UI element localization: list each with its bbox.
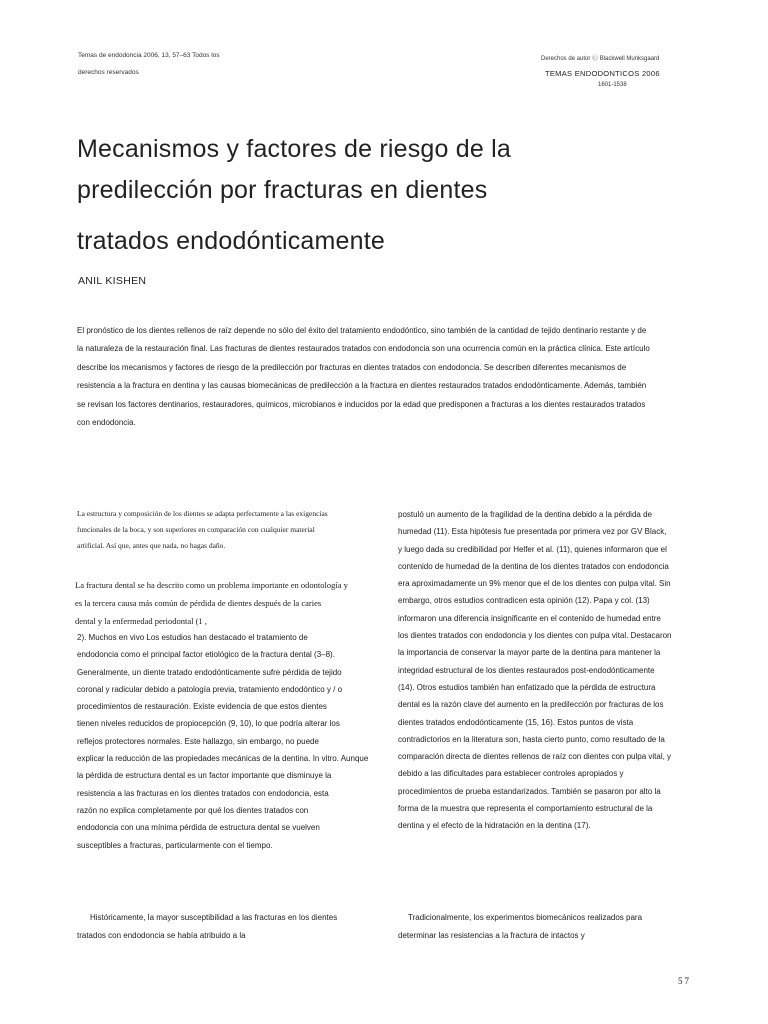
author-name: ANIL KISHEN [78, 275, 147, 287]
body-line: contenido de humedad de la dentina de los dientes tratados con endodoncia [398, 561, 669, 571]
body-line: procedimientos de prueba estandarizados. También se pasaron por alto la [398, 786, 661, 796]
abstract-line: El pronóstico de los dientes rellenos de raíz depende no sólo del éxito del tratamiento endodóntico, sino también de la cantidad de tejido dentinario restante y de [77, 326, 647, 335]
body-line: la importancia de conservar la mayor parte de la dentina para mantener la [398, 648, 661, 658]
body-line: coronal y radicular debido a patología previa, tratamiento endodóntico y / o [77, 684, 343, 694]
body-line: dentina y el efecto de la hidratación en la dentina (17). [398, 821, 591, 831]
body-line: razón no explica completamente por qué los dientes tratados con [77, 805, 309, 815]
quote-line: funcionales de la boca, y son superiores en comparación con cualquier material [77, 525, 315, 534]
body-line: susceptibles a fracturas, particularmente con el tiempo. [77, 840, 273, 850]
abstract-line: describe los mecanismos y factores de riesgo de la predilección por fracturas en dientes tratados con endodoncia. Se describen diferentes mecanismos de [77, 362, 627, 372]
abstract-line: se revisan los factores dentinarios, restauradores, químicos, microbianos e inducidos por la edad que predisponen a fracturas a los dientes restaurados tratados [77, 399, 646, 409]
body-line: debido a las dificultades para establecer controles apropiados y [398, 769, 624, 779]
body-line: reflejos protectores normales. Este hallazgo, sin embargo, no puede [77, 736, 319, 746]
header-copyright: Derechos de autor Ⓒ Blackwell Munksgaard [541, 56, 660, 62]
body-line: era aproximadamente un 9% menor que el de los dientes con pulpa vital. Sin [398, 579, 671, 589]
intro-serif-lines [75, 576, 348, 630]
body-line: 2). Muchos en vivo Los estudios han destacado el tratamiento de [77, 633, 308, 642]
body-line: endodoncia como el principal factor etiológico de la fractura dental (3–8). [77, 650, 335, 660]
body-line: forma de la muestra que representa el comportamiento estructural de la [398, 804, 653, 814]
body-line: (14). Otros estudios también han enfatizado que la pérdida de estructura [398, 682, 656, 692]
body-line: dental es la razón clave del aumento en la predilección por fracturas de los [398, 700, 664, 710]
abstract-line: con endodoncia. [77, 418, 136, 428]
body-line: procedimientos de restauración. Existe evidencia de que estos dientes [77, 702, 327, 712]
body-line: explicar la reducción de las propiedades mecánicas de la dentina. In vitro. Aunque [77, 754, 369, 764]
body-line: Tradicionalmente, los experimentos biomecánicos realizados para [408, 913, 643, 922]
body-line: Generalmente, un diente tratado endodónticamente sufre pérdida de tejido [77, 667, 342, 677]
body-line: es la tercera causa más común de pérdida de dientes después de la caries [75, 598, 322, 608]
body-line: Históricamente, la mayor susceptibilidad a las fracturas en los dientes [90, 913, 338, 922]
body-line: resistencia a las fracturas en los dientes tratados con endodoncia, esta [77, 788, 329, 798]
body-line: postuló un aumento de la fragilidad de la dentina debido a la pérdida de [398, 510, 652, 519]
abstract [77, 322, 697, 432]
header-issn: 1601-1538 [598, 82, 627, 88]
body-line: informaron una diferencia insignificante en el contenido de humedad entre [398, 613, 661, 623]
epigraph-quote [77, 506, 328, 554]
header-left-line1: Temas de endodoncia 2006, 13, 57–63 Todos los [78, 52, 220, 59]
body-line: los dientes tratados con endodoncia y los dientes con pulpa vital. Destacaron [398, 631, 672, 641]
article-title-line-1: Mecanismos y factores de riesgo de la [77, 135, 511, 163]
header-journal-name: TEMAS ENDODONTICOS 2006 [545, 69, 660, 78]
body-line: embargo, otros estudios contradicen esta opinión (12). Papa y col. (13) [398, 596, 650, 606]
bottom-right-paragraph [408, 909, 642, 927]
body-line: dientes tratados endodónticamente (15, 16). Estos puntos de vista [398, 717, 634, 727]
abstract-line: la naturaleza de la restauración final. Las fracturas de dientes restaurados tratados con endodoncia son una ocurrencia común en la práctica clínica. Este artículo [77, 344, 650, 354]
body-line: la pérdida de estructura dental es un factor importante que disminuye la [77, 771, 332, 781]
header-left-line2: derechos reservados [78, 69, 139, 76]
header-journal-info [78, 47, 220, 81]
body-line: humedad (11). Esta hipótesis fue presentada por primera vez por GV Black, [398, 527, 667, 537]
body-line: La fractura dental se ha descrito como un problema importante en odontología y [75, 580, 348, 590]
body-line: y luego dada su credibilidad por Helfer et al. (11), quienes informaron que el [398, 544, 667, 554]
left-column-body [77, 629, 368, 854]
quote-line: artificial. Así que, antes que nada, no hagas daño. [77, 541, 226, 550]
article-title-line-2: predilección por fracturas en dientes [77, 176, 488, 204]
body-line: tienen niveles reducidos de propiocepción (9, 10), lo que podría alterar los [77, 719, 340, 729]
quote-line: La estructura y composición de los dientes se adapta perfectamente a las exigencias [77, 509, 328, 518]
bottom-left-paragraph [90, 909, 337, 927]
bottom-left-paragraph-cont [77, 927, 246, 945]
page-number: 57 [678, 976, 691, 986]
body-line: dental y la enfermedad periodontal (1 , [75, 616, 207, 626]
body-line: contradictorios en la literatura son, hasta cierto punto, como resultado de la [398, 734, 665, 744]
body-line: tratados con endodoncia se había atribuido a la [77, 931, 246, 940]
right-column-body [398, 506, 672, 835]
bottom-right-paragraph-cont [398, 927, 585, 945]
body-line: determinar las resistencias a la fractura de intactos y [398, 931, 585, 940]
body-line: integridad estructural de los dientes restaurados post-endodónticamente [398, 665, 655, 675]
article-title-line-3: tratados endodónticamente [77, 227, 385, 255]
body-line: comparación directa de dientes rellenos de raíz con dientes con pulpa vital, y [398, 752, 672, 762]
body-line: endodoncia con una mínima pérdida de estructura dental se vuelven [77, 823, 320, 833]
abstract-line: resistencia a la fractura en dentina y las causas biomecánicas de predilección a la fractura en dientes restaurados tratados endodónticamente. Además, también [77, 381, 647, 391]
